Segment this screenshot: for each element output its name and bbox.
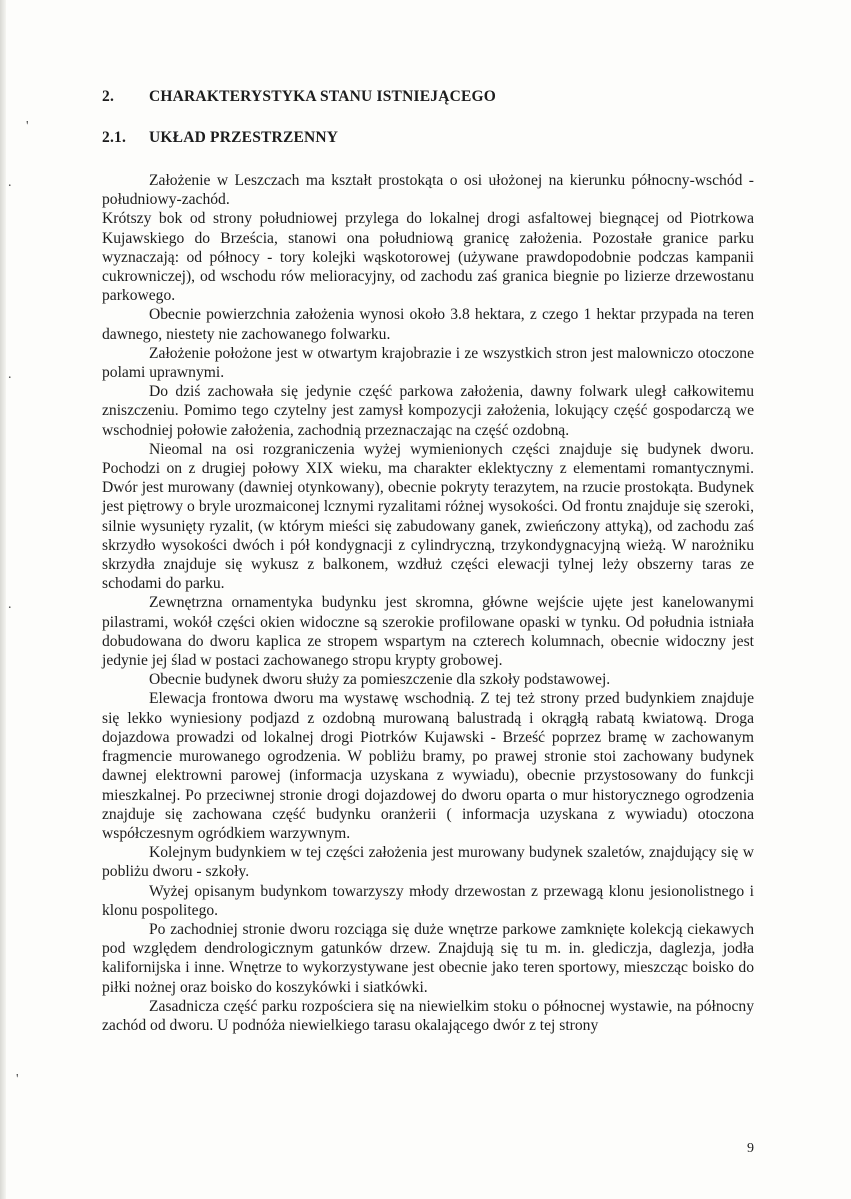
paragraph: Krótszy bok od strony południowej przylega do lokalnej drogi asfaltowej biegnącej od Piotrkowa Kujawskiego do Brześcia, stanowi ona południową granicę założenia. Pozostałe granice parku wyznaczają: od północy - tory kolejki wąskotorowej (używane prawdopodobnie podczas kampanii cukrowniczej), od wschodu rów melioracyjny, od zachodu zaś granica biegnie po lizierze drzewostanu parkowego. [102, 210, 754, 305]
subsection-heading [102, 129, 754, 147]
margin-mark: ' [16, 1072, 19, 1087]
margin-mark: . [8, 597, 12, 612]
body-text [102, 171, 754, 1035]
paragraph: Wyżej opisanym budynkom towarzyszy młody drzewostan z przewagą klonu jesionolistnego i klonu pospolitego. [102, 882, 754, 919]
section-title: CHARAKTERYSTYKA STANU ISTNIEJĄCEGO [149, 88, 497, 105]
paragraph: Obecnie powierzchnia założenia wynosi około 3.8 hektara, z czego 1 hektar przypada na teren dawnego, niestety nie zachowanego folwarku. [102, 306, 754, 343]
document-page [102, 88, 754, 1035]
paragraph: Założenie w Leszczach ma kształt prostokąta o osi ułożonej na kierunku północny-wschód - południowy-zachód. [102, 172, 754, 209]
subsection-number: 2.1. [102, 129, 127, 146]
subsection-title: UKŁAD PRZESTRZENNY [149, 129, 339, 146]
paragraph: Zasadnicza część parku rozpościera się na niewielkim stoku o północnej wystawie, na północny zachód od dworu. U podnóża niewielkiego tarasu okalającego dwór z tej strony [102, 997, 754, 1034]
scan-edge [0, 0, 6, 1199]
paragraph: Nieomal na osi rozgraniczenia wyżej wymienionych części znajduje się budynek dworu. Pochodzi on z drugiej połowy XIX wieku, ma charakter eklektyczny z elementami romantycznymi. Dwór jest murowany (dawniej otynkowany), obecnie pokryty terazytem, na rzucie prostokąta. Budynek jest piętrowy o bryle urozmaiconej lcznymi ryzalitami różnej wysokości. Od frontu znajduje się szeroki, silnie wysunięty ryzalit, (w którym mieści się zabudowany ganek, zwieńczony attyką), od zachodu zaś skrzydło wysokości dwóch i pół kondygnacji z cylindryczną, trzykondygnacyjną wieżą. W narożniku skrzydła znajduje się wykusz z balkonem, wzdłuż części elewacji tylnej leży obszerny taras ze schodami do parku. [102, 440, 754, 593]
paragraph: Do dziś zachowała się jedynie część parkowa założenia, dawny folwark uległ całkowitemu zniszczeniu. Pomimo tego czytelny jest zamysł kompozycji założenia, lokujący część gospodarczą we wschodniej połowie założenia, zachodnią przeznaczając na część ozdobną. [102, 383, 754, 439]
paragraph: Założenie położone jest w otwartym krajobrazie i ze wszystkich stron jest malowniczo otoczone polami uprawnymi. [102, 344, 754, 382]
paragraph: Obecnie budynek dworu służy za pomieszczenie dla szkoły podstawowej. [149, 671, 611, 689]
page-number: 9 [747, 1141, 754, 1156]
margin-mark: . [8, 175, 12, 190]
section-heading [102, 88, 754, 106]
paragraph: Elewacja frontowa dworu ma wystawę wschodnią. Z tej też strony przed budynkiem znajduje się lekko wyniesiony podjazd z ozdobną murowaną balustradą i okrągłą rabatą kwiatową. Droga dojazdowa prowadzi od lokalnej drogi Piotrków Kujawski - Brześć poprzez bramę w zachowanym fragmencie murowanego ogrodzenia. W pobliżu bramy, po prawej stronie stoi zachowany budynek dawnej elektrowni parowej (informacja uzyskana z wywiadu), obecnie przystosowany do funkcji mieszkalnej. Po przeciwnej stronie drogi dojazdowej do dworu oparta o mur historycznego ogrodzenia znajduje się zachowana część budynku oranżerii ( informacja uzyskana z wywiadu) otoczona współczesnym ogródkiem warzywnym. [102, 690, 754, 842]
margin-mark: . [8, 367, 12, 382]
paragraph: Zewnętrzna ornamentyka budynku jest skromna, główne wejście ujęte jest kanelowanymi pilastrami, wokół części okien widoczne są szerokie profilowane opaski w tynku. Od południa istniała dobudowana do dworu kaplica ze stropem wspartym na czterech kolumnach, obecnie widoczny jest jedynie jej ślad w postaci zachowanego stropu krypty grobowej. [102, 594, 754, 670]
paragraph: Po zachodniej stronie dworu rozciąga się duże wnętrze parkowe zamknięte kolekcją ciekawych pod względem dendrologicznym gatunków drzew. Znajdują się tu m. in. glediczja, daglezja, jodła kalifornijska i inne. Wnętrze to wykorzystywane jest obecnie jako teren sportowy, mieszcząc boisko do piłki nożnej oraz boisko do koszykówki i siatkówki. [102, 920, 754, 996]
section-number: 2. [102, 88, 115, 105]
margin-mark: ' [26, 119, 29, 134]
paragraph: Kolejnym budynkiem w tej części założenia jest murowany budynek szaletów, znajdujący się w pobliżu dworu - szkoły. [102, 844, 754, 881]
